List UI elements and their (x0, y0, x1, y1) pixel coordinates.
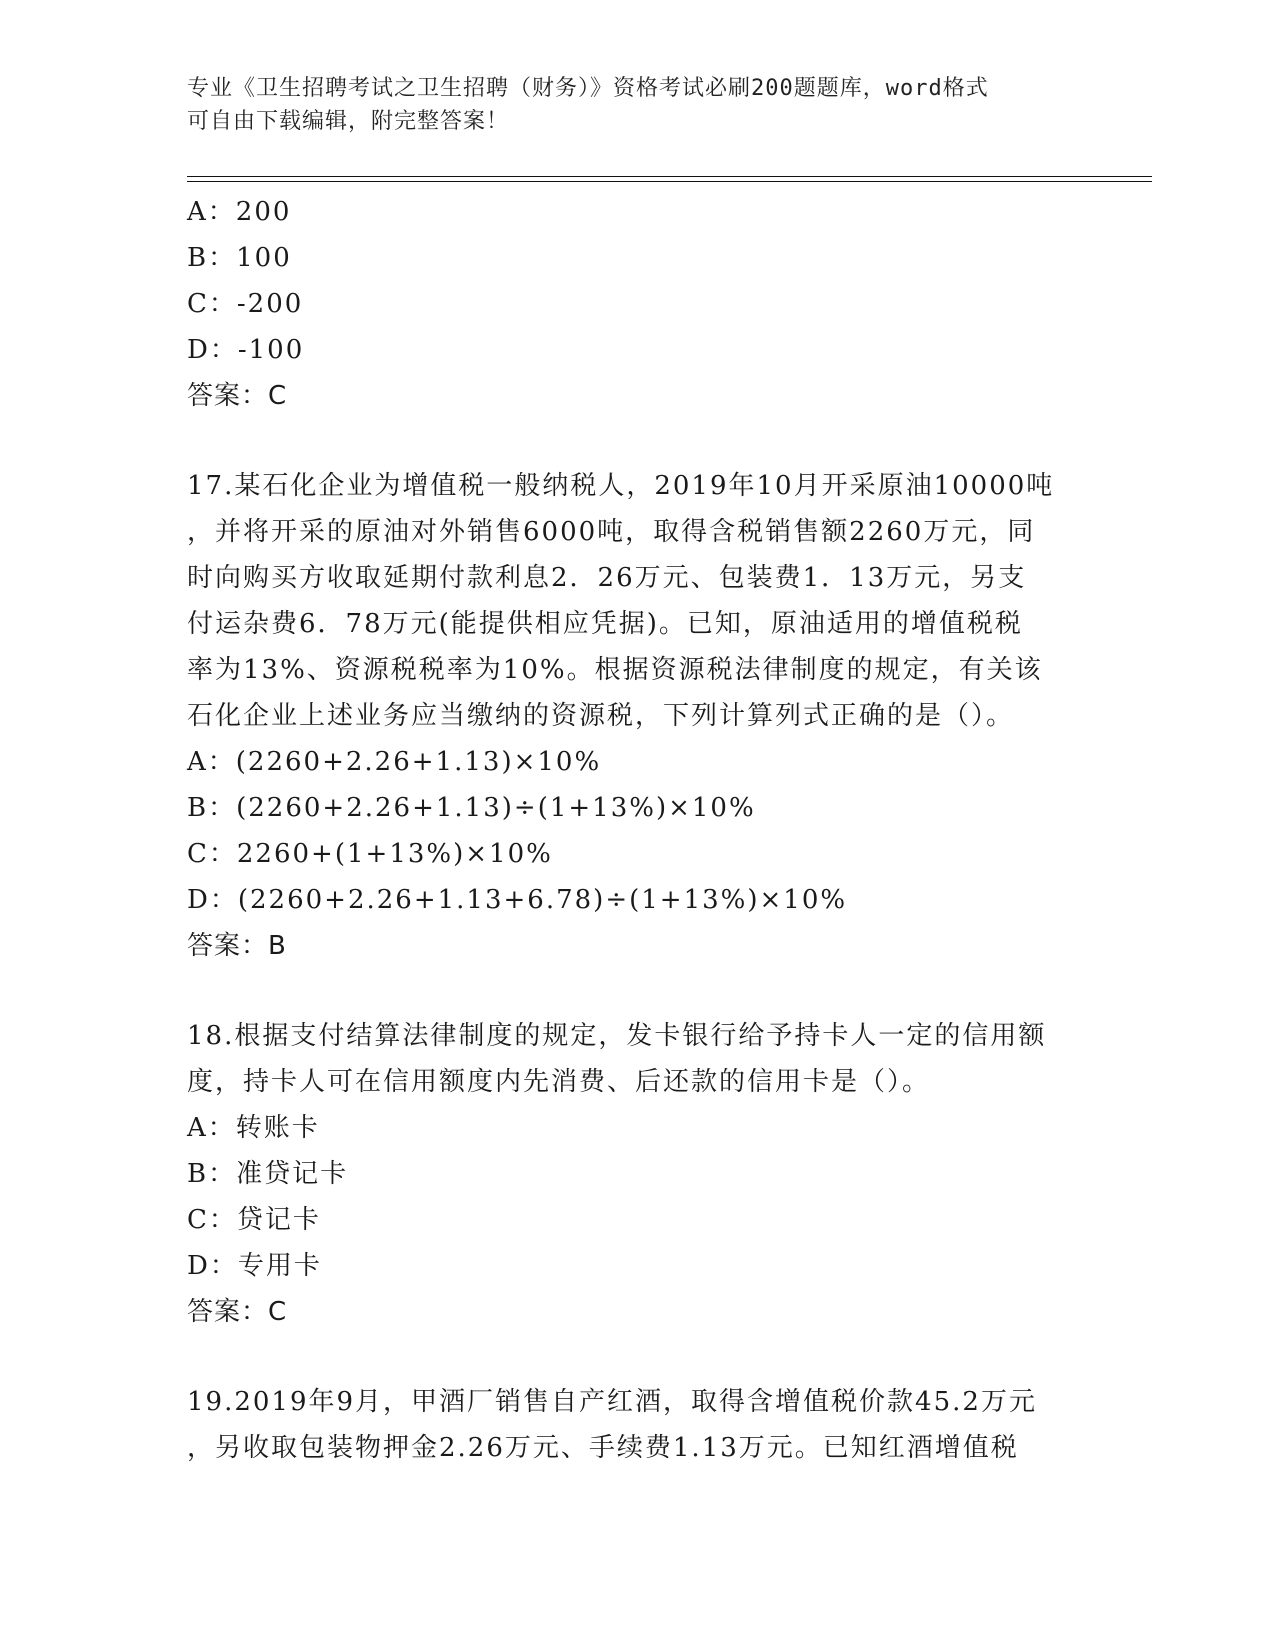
option-d: D：(2260+2.26+1.13+6.78)÷(1+13%)×10% (187, 885, 848, 915)
question-content (187, 189, 1087, 1471)
option-a: A：200 (187, 197, 292, 227)
question-stem-line: ，并将开采的原油对外销售6000吨，取得含税销售额2260万元，同 (187, 517, 1036, 547)
header-divider (187, 181, 1152, 182)
header-line: 专业《卫生招聘考试之卫生招聘（财务）》资格考试必刷200题题库，word格式 (187, 76, 989, 101)
question-stem-line: 时向购买方收取延期付款利息2．26万元、包装费1．13万元，另支 (187, 563, 1027, 593)
question-stem-line: 17.某石化企业为增值税一般纳税人，2019年10月开采原油10000吨 (187, 471, 1055, 501)
option-b: B：100 (187, 243, 292, 273)
option-b: B：准贷记卡 (187, 1159, 349, 1189)
question-16-block (187, 189, 1087, 419)
header-line: 可自由下载编辑，附完整答案！ (187, 109, 510, 134)
question-stem-line: 19.2019年9月，甲酒厂销售自产红酒，取得含增值税价款45.2万元 (187, 1387, 1037, 1417)
option-c: C：-200 (187, 289, 304, 319)
spacer (187, 419, 1087, 463)
option-c: C：2260+(1+13%)×10% (187, 839, 553, 869)
option-a: A：(2260+2.26+1.13)×10% (187, 747, 602, 777)
option-a: A：转账卡 (187, 1113, 320, 1143)
question-stem-line: 18.根据支付结算法律制度的规定，发卡银行给予持卡人一定的信用额 (187, 1021, 1047, 1051)
option-d: D：专用卡 (187, 1251, 322, 1281)
question-18-block (187, 1013, 1087, 1335)
option-b: B：(2260+2.26+1.13)÷(1+13%)×10% (187, 793, 756, 823)
page-header (187, 72, 1067, 138)
answer-line: 答案：C (187, 381, 288, 411)
option-c: C：贷记卡 (187, 1205, 321, 1235)
spacer (187, 1335, 1087, 1379)
question-17-block (187, 463, 1087, 969)
question-stem-line: 度，持卡人可在信用额度内先消费、后还款的信用卡是（）。 (187, 1067, 931, 1097)
question-stem-line: 率为13%、资源税税率为10%。根据资源税法律制度的规定，有关该 (187, 655, 1043, 685)
answer-line: 答案：B (187, 931, 287, 961)
question-stem-line: 付运杂费6．78万元(能提供相应凭据)。已知，原油适用的增值税税 (187, 609, 1023, 639)
header-divider (187, 176, 1152, 177)
option-d: D：-100 (187, 335, 305, 365)
answer-line: 答案：C (187, 1297, 288, 1327)
question-stem-line: 石化企业上述业务应当缴纳的资源税，下列计算列式正确的是（）。 (187, 701, 1015, 731)
question-19-block (187, 1379, 1087, 1471)
spacer (187, 969, 1087, 1013)
question-stem-line: ，另收取包装物押金2.26万元、手续费1.13万元。已知红酒增值税 (187, 1433, 1019, 1463)
